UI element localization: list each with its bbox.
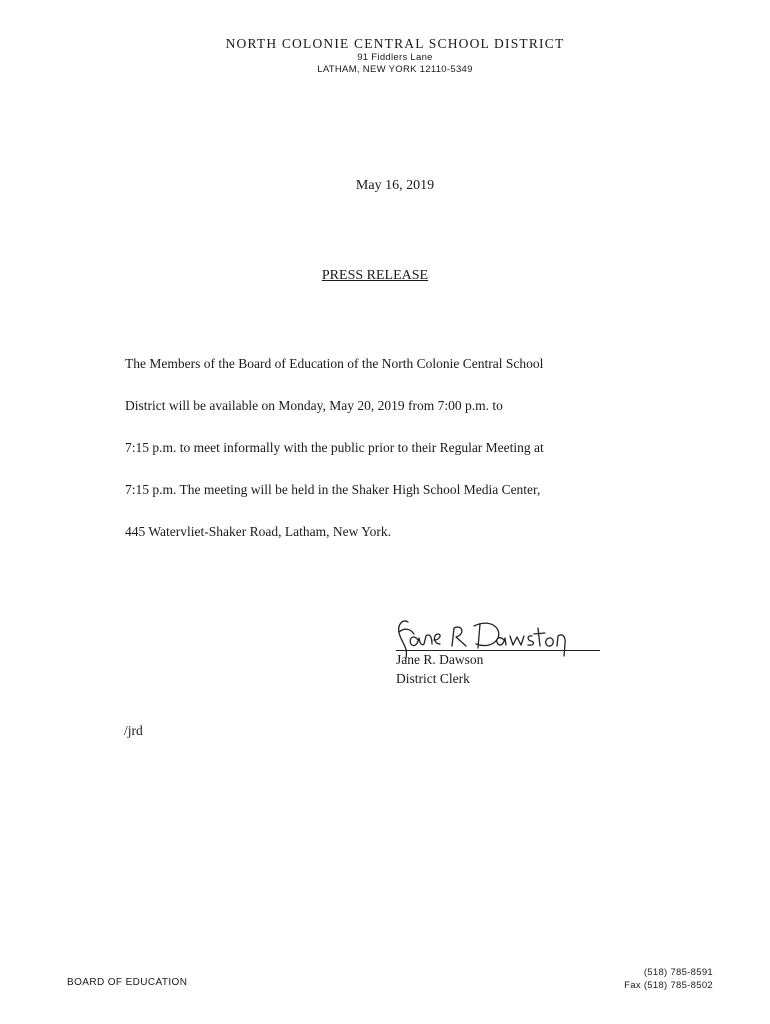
letterhead (0, 36, 770, 76)
body-line: 7:15 p.m. The meeting will be held in the Shaker High School Media Center, (125, 482, 541, 497)
typist-initials: /jrd (124, 723, 143, 738)
body-line: 7:15 p.m. to meet informally with the public prior to their Regular Meeting at (125, 440, 544, 455)
signer-name: Jane R. Dawson (396, 652, 484, 667)
press-release-heading: PRESS RELEASE (321, 268, 429, 283)
body-line: 445 Watervliet-Shaker Road, Latham, New York. (125, 524, 391, 539)
address-city: LATHAM, NEW YORK 12110-5349 (317, 64, 473, 75)
address-street: 91 Fiddlers Lane (357, 52, 433, 63)
body-line: The Members of the Board of Education of the North Colonie Central School (125, 356, 544, 371)
signer-title: District Clerk (396, 671, 470, 686)
release-date: May 16, 2019 (355, 178, 435, 193)
district-name: NORTH COLONIE CENTRAL SCHOOL DISTRICT (225, 36, 565, 51)
footer-contact (624, 966, 713, 992)
footer-phone: (518) 785-8591 (643, 967, 713, 978)
body-paragraph (125, 355, 625, 565)
body-line: District will be available on Monday, May 20, 2019 from 7:00 p.m. to (125, 398, 503, 413)
footer-fax: Fax (518) 785-8502 (624, 980, 713, 991)
footer-board-label: BOARD OF EDUCATION (67, 977, 188, 988)
